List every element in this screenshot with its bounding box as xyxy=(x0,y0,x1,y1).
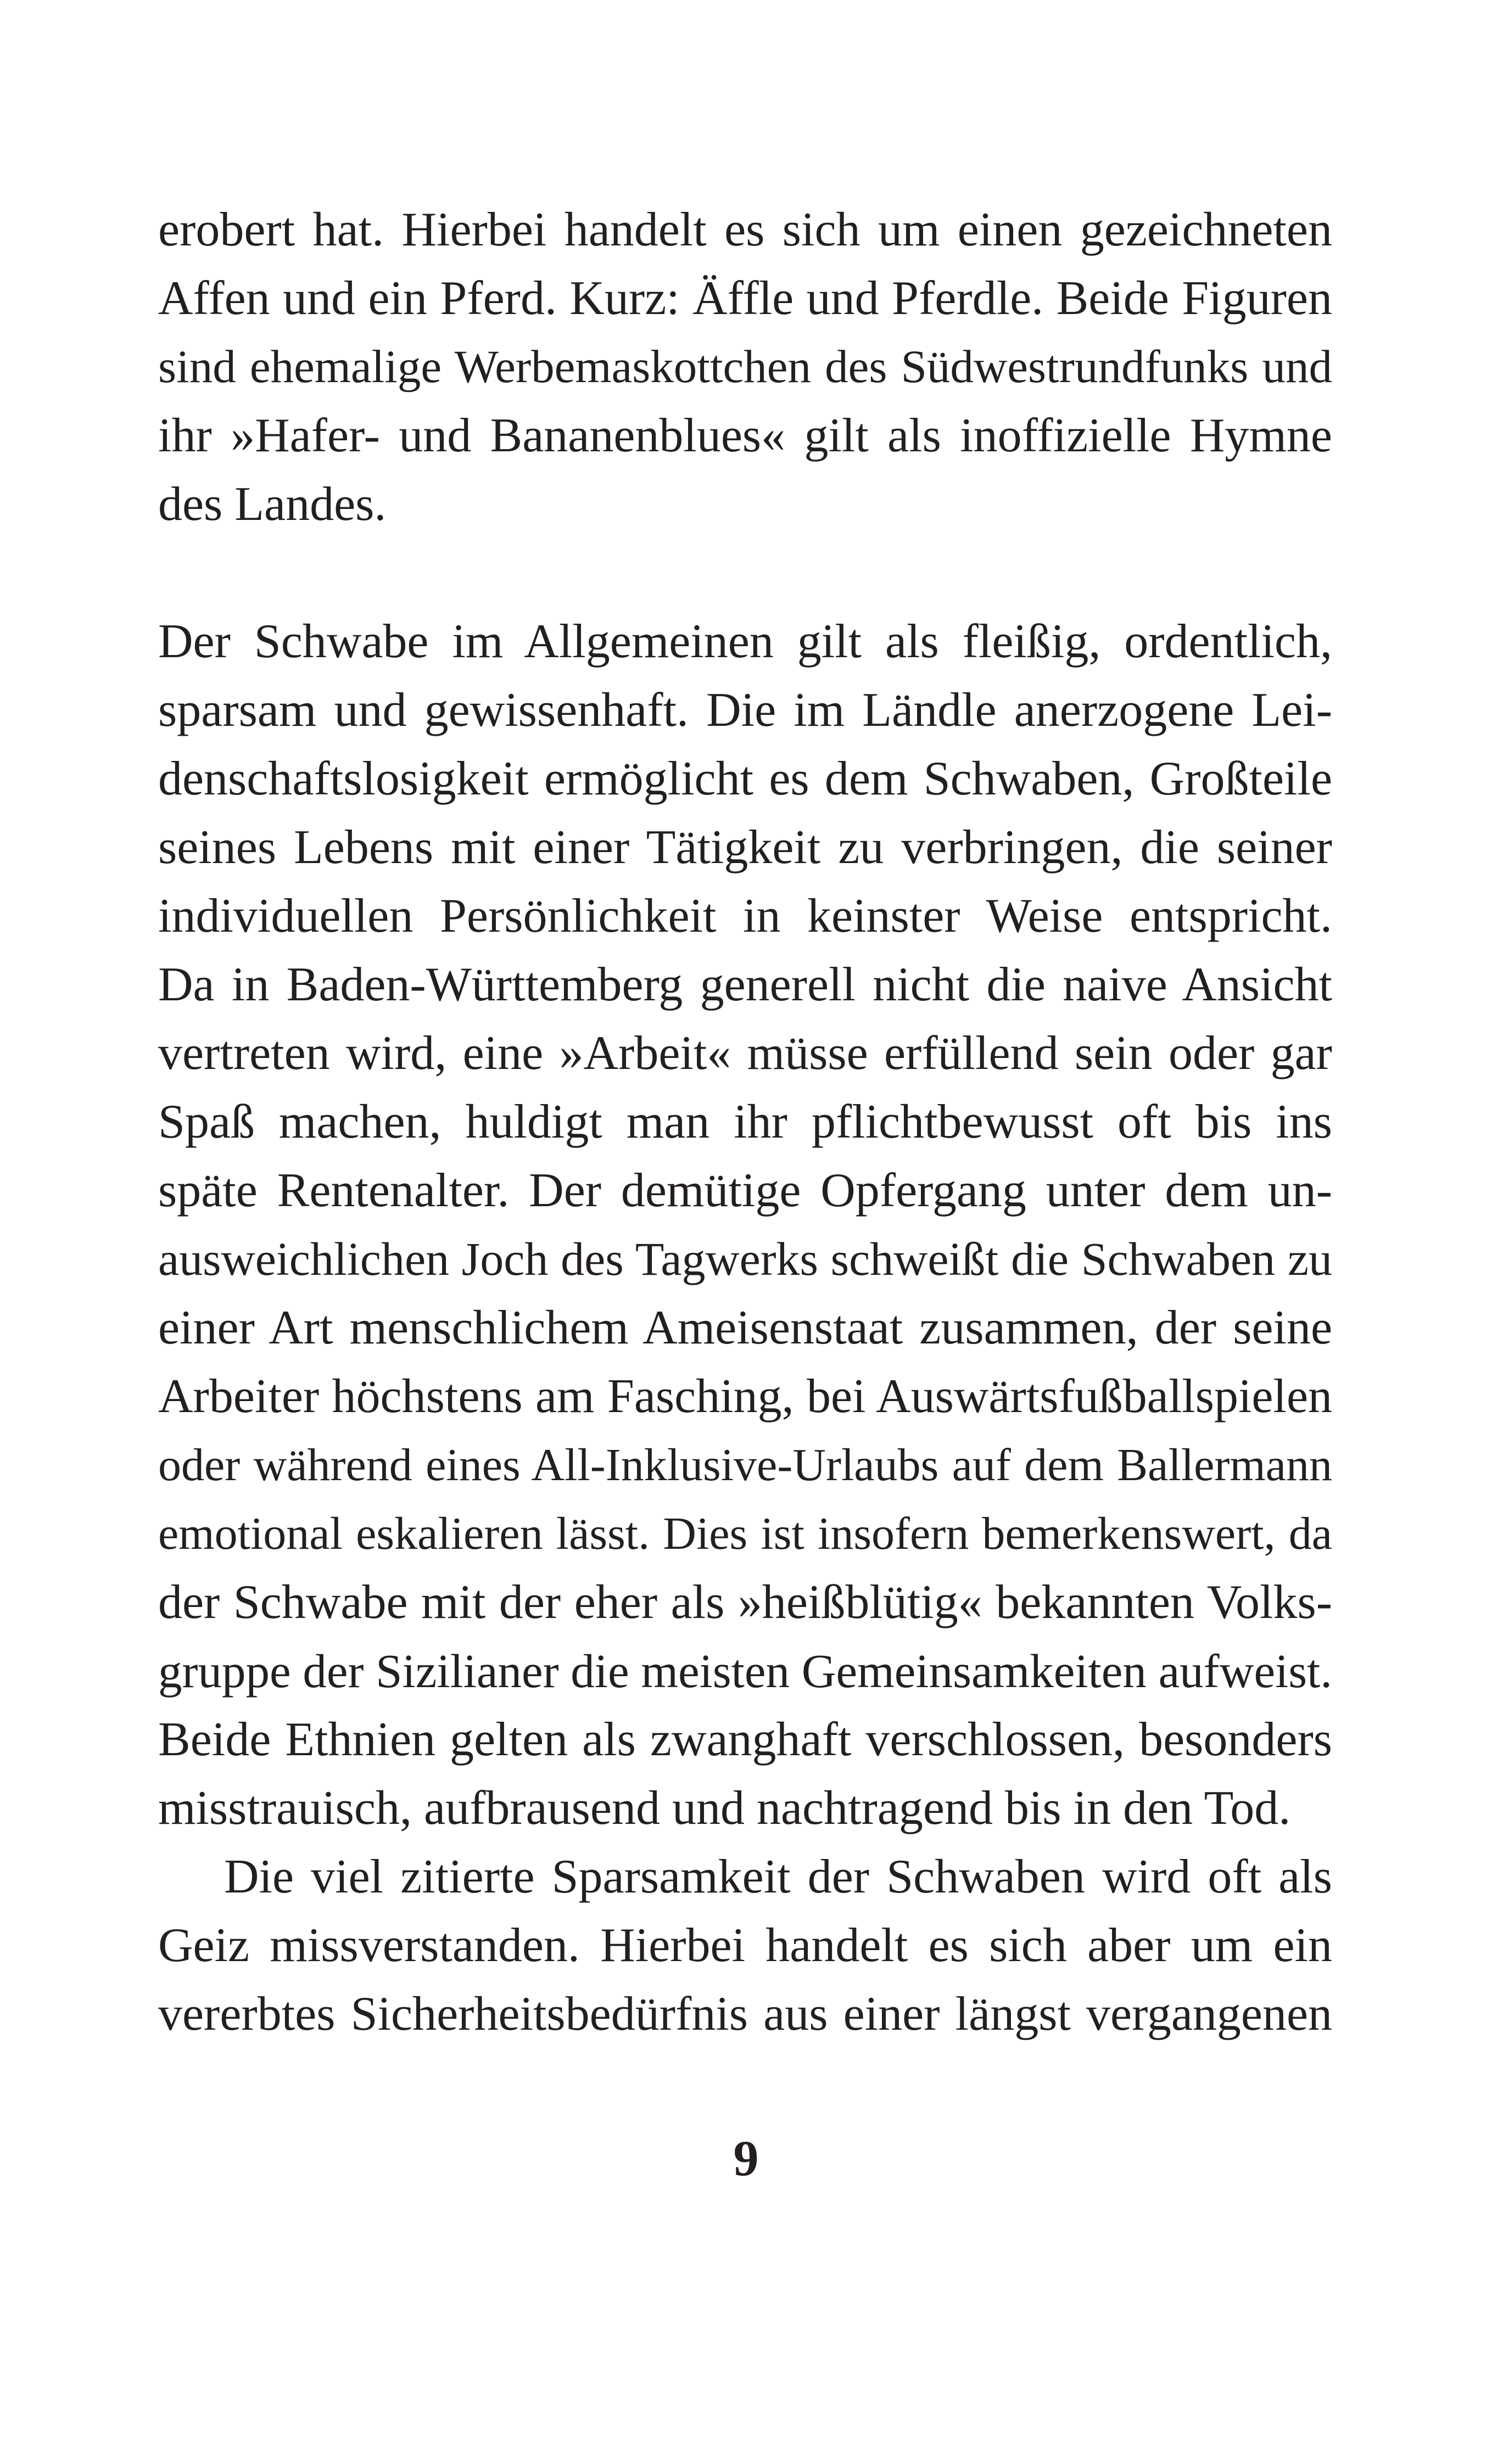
text-line: seines Lebens mit einer Tätigkeit zu verbringen, die seiner xyxy=(158,821,1332,874)
text-line: Da in Baden-Württemberg generell nicht die naive Ansicht xyxy=(158,958,1332,1011)
text-line: emotional eskalieren lässt. Dies ist insofern bemerkenswert, da xyxy=(158,1508,1332,1559)
text-line: ihr »Hafer- und Bananenblues« gilt als inoffizielle Hymne xyxy=(158,409,1332,462)
page-number: 9 xyxy=(733,2130,759,2186)
text-line: Beide Ethnien gelten als zwanghaft verschlossen, besonders xyxy=(158,1713,1332,1766)
text-line: einer Art menschlichem Ameisenstaat zusammen, der seine xyxy=(158,1301,1332,1354)
text-line: Geiz missverstanden. Hierbei handelt es sich aber um ein xyxy=(158,1919,1332,1972)
text-line: denschaftslosigkeit ermöglicht es dem Schwaben, Großteile xyxy=(158,752,1332,805)
text-line: individuellen Persönlichkeit in keinster Weise entspricht. xyxy=(158,889,1332,943)
text-line: Affen und ein Pferd. Kurz: Äffle und Pferdle. Beide Figuren xyxy=(158,272,1332,325)
text-line: oder während eines All-Inklusive-Urlaubs auf dem Ballermann xyxy=(158,1440,1332,1491)
text-line: Arbeiter höchstens am Fasching, bei Auswärtsfußballspielen xyxy=(158,1370,1332,1423)
text-line: sparsam und gewissenhaft. Die im Ländle anerzogene Lei- xyxy=(158,684,1332,737)
text-line: sind ehemalige Werbemaskottchen des Südwestrundfunks und xyxy=(158,341,1332,393)
text-line: gruppe der Sizilianer die meisten Gemeinsamkeiten aufweist. xyxy=(158,1644,1333,1698)
paragraph-block-2 xyxy=(158,607,1332,2048)
text-line: Spaß machen, huldigt man ihr pflichtbewusst oft bis ins xyxy=(158,1095,1332,1149)
text-line: vererbtes Sicherheitsbedürfnis aus einer längst vergangenen xyxy=(158,1987,1332,2041)
text-line: Der Schwabe im Allgemeinen gilt als fleißig, ordentlich, xyxy=(158,615,1332,668)
text-line: späte Rentenalter. Der demütige Opfergang unter dem un- xyxy=(158,1164,1332,1217)
text-line: der Schwabe mit der eher als »heißblütig« bekannten Volks- xyxy=(158,1576,1332,1629)
text-line: vertreten wird, eine »Arbeit« müsse erfüllend sein oder gar xyxy=(158,1027,1332,1080)
text-line: misstrauisch, aufbrausend und nachtragend bis in den Tod. xyxy=(158,1782,1291,1835)
text-line: des Landes. xyxy=(158,478,387,531)
text-line: ausweichlichen Joch des Tagwerks schweißt die Schwaben zu xyxy=(158,1233,1332,1285)
text-line: erobert hat. Hierbei handelt es sich um einen gezeichneten xyxy=(158,203,1332,256)
text-line-indented: Die viel zitierte Sparsamkeit der Schwaben wird oft als xyxy=(224,1850,1332,1903)
paragraph-block-1 xyxy=(158,195,1332,539)
